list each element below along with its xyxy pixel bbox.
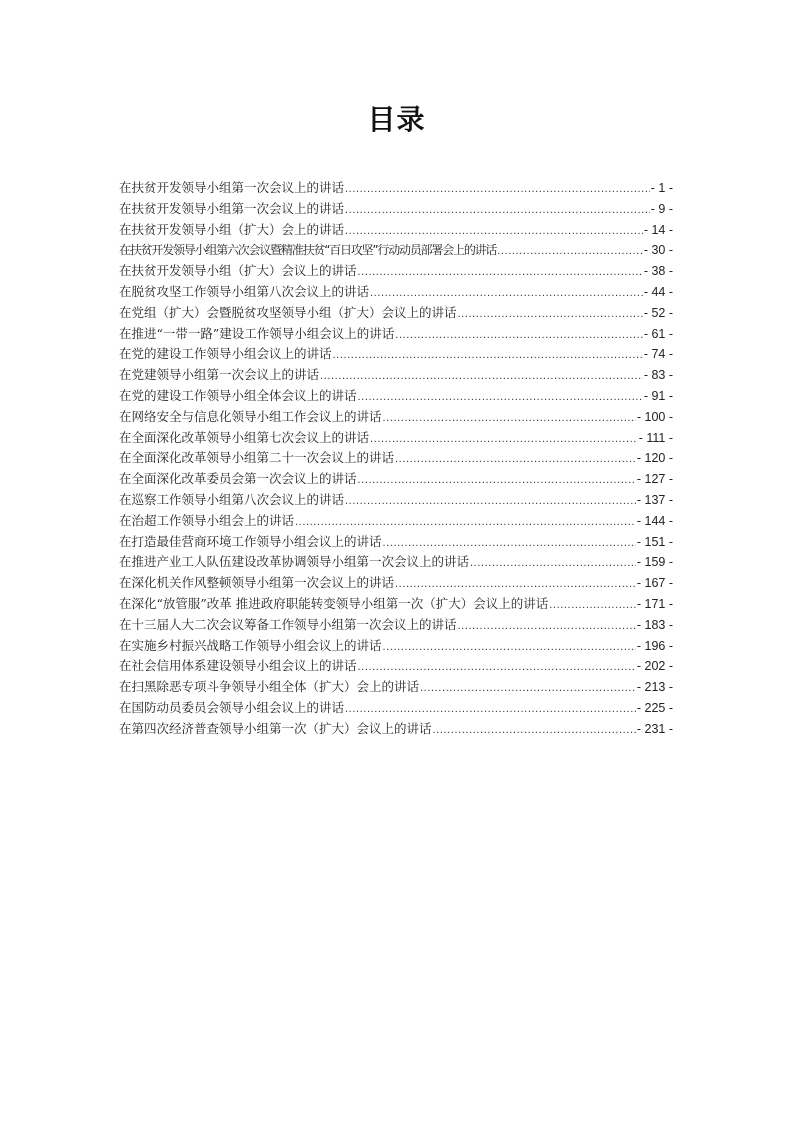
toc-entry[interactable] (119, 698, 673, 719)
toc-entry-title: 在国防动员委员会领导小组会议上的讲话 (119, 699, 345, 715)
toc-entry[interactable] (119, 303, 673, 324)
toc-entry[interactable] (119, 594, 673, 615)
toc-page-number: - 83 - (643, 368, 673, 383)
toc-entry-title: 在治超工作领导小组会上的讲话 (119, 512, 295, 528)
toc-entry[interactable] (119, 469, 673, 490)
toc-page-number: - 14 - (643, 222, 673, 237)
toc-entry-title: 在扶贫开发领导小组第一次会议上的讲话 (119, 200, 345, 216)
toc-dot-leader (458, 304, 643, 325)
toc-entry-title: 在脱贫攻坚工作领导小组第八次会议上的讲话 (119, 283, 370, 299)
toc-dot-leader (295, 512, 636, 533)
toc-dot-leader (358, 470, 636, 491)
toc-dot-leader (395, 574, 636, 595)
toc-dot-leader (345, 491, 636, 512)
toc-dot-leader (497, 241, 643, 262)
toc-page-number: - 44 - (643, 284, 673, 299)
toc-entry[interactable] (119, 282, 673, 303)
toc-page-number: - 183 - (636, 617, 673, 632)
toc-page-number: - 202 - (636, 659, 673, 674)
toc-entry[interactable] (119, 532, 673, 553)
toc-page-number: - 120 - (636, 451, 673, 466)
toc-dot-leader (383, 637, 636, 658)
toc-entry[interactable] (119, 344, 673, 365)
toc-entry-title: 在深化“放管服”改革 推进政府职能转变领导小组第一次（扩大）会议上的讲话 (119, 595, 549, 611)
toc-page-number: - 100 - (636, 409, 673, 424)
toc-entry-title: 在第四次经济普查领导小组第一次（扩大）会议上的讲话 (119, 720, 432, 736)
toc-page-number: - 91 - (643, 388, 673, 403)
toc-entry-title: 在十三届人大二次会议筹备工作领导小组第一次会议上的讲话 (119, 616, 457, 632)
toc-entry-title: 在全面深化改革委员会第一次会议上的讲话 (119, 471, 357, 487)
toc-dot-leader (320, 366, 643, 387)
toc-entry[interactable] (119, 552, 673, 573)
toc-page-number: - 111 - (638, 430, 673, 445)
toc-dot-leader (333, 345, 643, 366)
toc-page-number: - 1 - (650, 181, 673, 195)
toc-dot-leader (358, 387, 643, 408)
toc-entry-title: 在深化机关作风整顿领导小组第一次会议上的讲话 (119, 575, 395, 591)
toc-dot-leader (420, 678, 636, 699)
table-of-contents (119, 178, 673, 740)
toc-entry-title: 在社会信用体系建设领导小组会议上的讲话 (119, 658, 357, 674)
toc-entry-title: 在实施乡村振兴战略工作领导小组会议上的讲话 (119, 637, 382, 653)
toc-dot-leader (458, 616, 636, 637)
toc-page-number: - 9 - (650, 201, 673, 216)
toc-page-number: - 30 - (643, 243, 673, 258)
toc-page-number: - 61 - (643, 326, 673, 341)
toc-dot-leader (549, 595, 636, 616)
toc-entry[interactable] (119, 615, 673, 636)
toc-entry[interactable] (119, 365, 673, 386)
toc-dot-leader (383, 408, 636, 429)
toc-page-number: - 171 - (636, 596, 673, 611)
toc-page-number: - 167 - (636, 576, 673, 591)
toc-page-number: - 52 - (643, 305, 673, 320)
toc-entry-title: 在扶贫开发领导小组第一次会议上的讲话 (119, 180, 345, 195)
toc-dot-leader (358, 262, 643, 283)
toc-dot-leader (370, 429, 638, 450)
toc-entry[interactable] (119, 178, 673, 199)
toc-page-number: - 38 - (643, 264, 673, 279)
toc-dot-leader (358, 657, 636, 678)
toc-entry-title: 在扶贫开发领导小组第六次会议暨精准扶贫“百日攻坚”行动动员部署会上的讲话 (119, 243, 497, 258)
toc-entry[interactable] (119, 240, 673, 261)
toc-page-number: - 231 - (636, 721, 673, 736)
toc-page-number: - 196 - (636, 638, 673, 653)
toc-entry[interactable] (119, 199, 673, 220)
toc-page-number: - 144 - (636, 513, 673, 528)
toc-entry[interactable] (119, 220, 673, 241)
toc-dot-leader (345, 179, 650, 200)
toc-dot-leader (345, 200, 650, 221)
toc-page-number: - 225 - (636, 700, 673, 715)
toc-page-number: - 159 - (636, 555, 673, 570)
toc-entry-title: 在党的建设工作领导小组会议上的讲话 (119, 346, 332, 362)
toc-entry[interactable] (119, 511, 673, 532)
toc-entry-title: 在打造最佳营商环境工作领导小组会议上的讲话 (119, 533, 382, 549)
toc-entry-title: 在党的建设工作领导小组全体会议上的讲话 (119, 387, 357, 403)
toc-entry-title: 在党组（扩大）会暨脱贫攻坚领导小组（扩大）会议上的讲话 (119, 304, 457, 320)
toc-dot-leader (395, 449, 636, 470)
toc-entry-title: 在推进“一带一路”建设工作领导小组会议上的讲话 (119, 325, 395, 341)
toc-entry-title: 在扶贫开发领导小组（扩大）会议上的讲话 (119, 263, 357, 279)
toc-entry-title: 在扫黑除恶专项斗争领导小组全体（扩大）会上的讲话 (119, 679, 420, 695)
toc-entry-title: 在推进产业工人队伍建设改革协调领导小组第一次会议上的讲话 (119, 554, 470, 570)
toc-entry[interactable] (119, 573, 673, 594)
page-title: 目录 (367, 103, 426, 136)
toc-dot-leader (470, 553, 636, 574)
toc-entry[interactable] (119, 428, 673, 449)
toc-entry[interactable] (119, 656, 673, 677)
toc-page-number: - 213 - (636, 680, 673, 695)
toc-entry[interactable] (119, 448, 673, 469)
toc-entry-title: 在全面深化改革领导小组第七次会议上的讲话 (119, 429, 370, 445)
toc-page-number: - 127 - (636, 472, 673, 487)
toc-entry-title: 在党建领导小组第一次会议上的讲话 (119, 367, 320, 383)
toc-dot-leader (433, 720, 636, 741)
toc-entry[interactable] (119, 386, 673, 407)
toc-entry-title: 在扶贫开发领导小组（扩大）会上的讲话 (119, 221, 345, 237)
toc-entry[interactable] (119, 324, 673, 345)
toc-dot-leader (383, 533, 636, 554)
toc-page-number: - 74 - (643, 347, 673, 362)
toc-entry[interactable] (119, 719, 673, 740)
toc-entry-title: 在网络安全与信息化领导小组工作会议上的讲话 (119, 408, 382, 424)
toc-entry[interactable] (119, 407, 673, 428)
toc-dot-leader (345, 221, 643, 242)
toc-entry[interactable] (119, 677, 673, 698)
toc-page-number: - 151 - (636, 534, 673, 549)
toc-entry[interactable] (119, 490, 673, 511)
toc-entry-title: 在巡察工作领导小组第八次会议上的讲话 (119, 491, 345, 507)
toc-entry-title: 在全面深化改革领导小组第二十一次会议上的讲话 (119, 450, 395, 466)
toc-entry[interactable] (119, 261, 673, 282)
toc-dot-leader (395, 325, 643, 346)
toc-dot-leader (370, 283, 643, 304)
toc-entry[interactable] (119, 636, 673, 657)
toc-page-number: - 137 - (636, 492, 673, 507)
toc-dot-leader (345, 699, 636, 720)
